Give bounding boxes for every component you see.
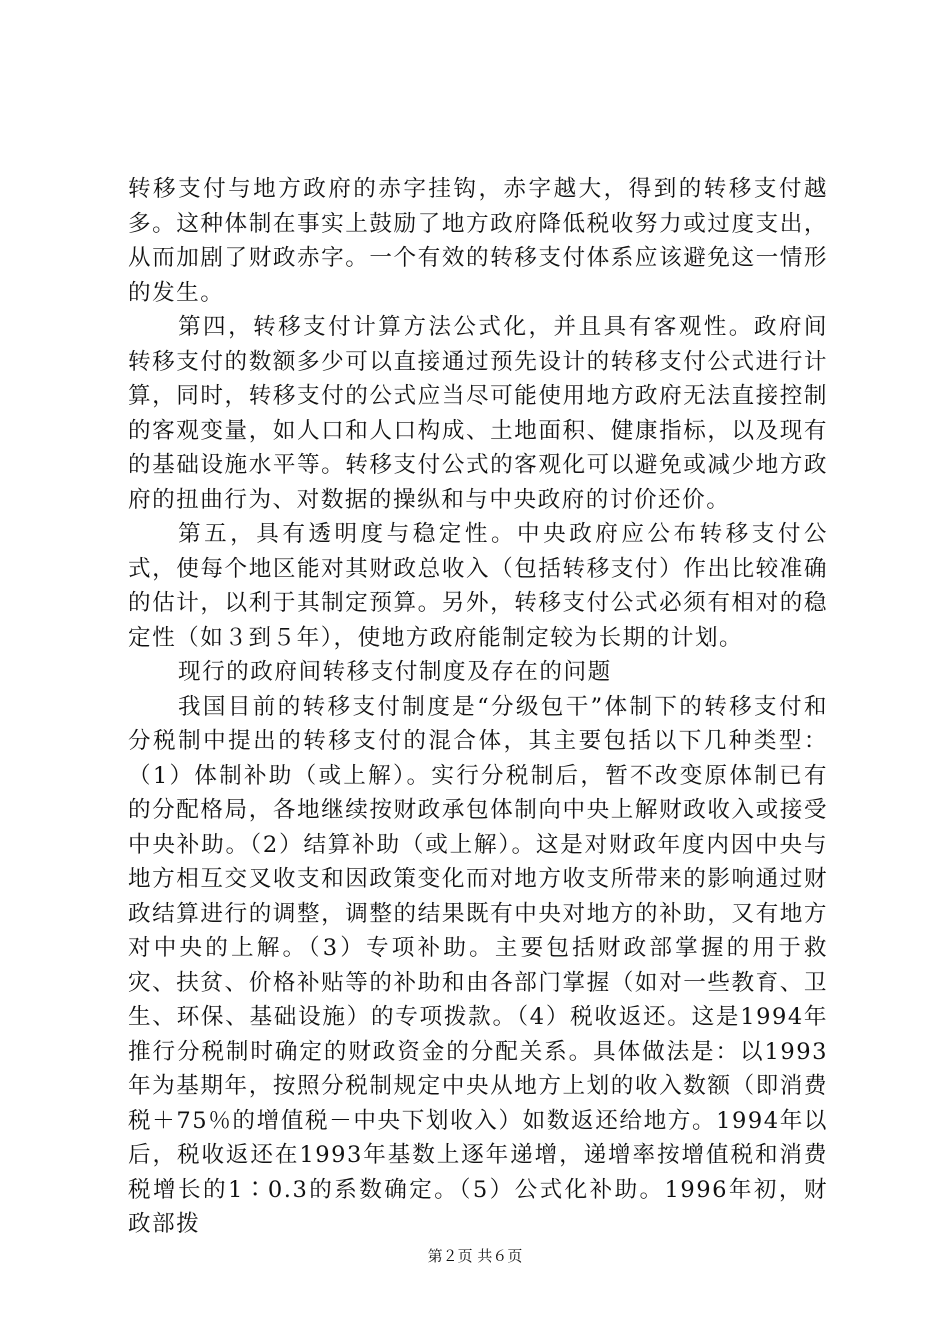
document-body	[128, 172, 828, 1242]
paragraph-current-system: 我国目前的转移支付制度是“分级包干”体制下的转移支付和分税制中提出的转移支付的混合体，其主要包括以下几种类型：（1）体制补助（或上解）。实行分税制后，暂不改变原体制已有的分配格局，各地继续按财政承包体制向中央上解财政收入或接受中央补助。（2）结算补助（或上解）。这是对财政年度内因中央与地方相互交叉收支和因政策变化而对地方收支所带来的影响通过财政结算进行的调整，调整的结果既有中央对地方的补助，又有地方对中央的上解。（3）专项补助。主要包括财政部掌握的用于救灾、扶贫、价格补贴等的补助和由各部门掌握（如对一些教育、卫生、环保、基础设施）的专项拨款。（4）税收返还。这是1994年推行分税制时确定的财政资金的分配关系。具体做法是：以1993年为基期年，按照分税制规定中央从地方上划的收入数额（即消费税＋75％的增值税－中央下划收入）如数返还给地方。1994年以后，税收返还在1993年基数上逐年递增，递增率按增值税和消费税增长的1∶0.3的系数确定。（5）公式化补助。1996年初，财政部拨	[128, 693, 828, 1237]
page-footer: 第２页 共６页	[427, 1247, 523, 1265]
section-heading: 现行的政府间转移支付制度及存在的问题	[178, 659, 612, 685]
paragraph-fourth-principle: 第四，转移支付计算方法公式化，并且具有客观性。政府间转移支付的数额多少可以直接通过预先设计的转移支付公式进行计算，同时，转移支付的公式应当尽可能使用地方政府无法直接控制的客观变量，如人口和人口构成、土地面积、健康指标，以及现有的基础设施水平等。转移支付公式的客观化可以避免或减少地方政府的扭曲行为、对数据的操纵和与中央政府的讨价还价。	[128, 314, 828, 513]
paragraph-fifth-principle: 第五，具有透明度与稳定性。中央政府应公布转移支付公式，使每个地区能对其财政总收入（包括转移支付）作出比较准确的估计，以利于其制定预算。另外，转移支付公式必须有相对的稳定性（如３到５年），使地方政府能制定较为长期的计划。	[128, 521, 828, 651]
paragraph-continuation: 转移支付与地方政府的赤字挂钩，赤字越大，得到的转移支付越多。这种体制在事实上鼓励了地方政府降低税收努力或过度支出，从而加剧了财政赤字。一个有效的转移支付体系应该避免这一情形的发生。	[128, 176, 828, 306]
